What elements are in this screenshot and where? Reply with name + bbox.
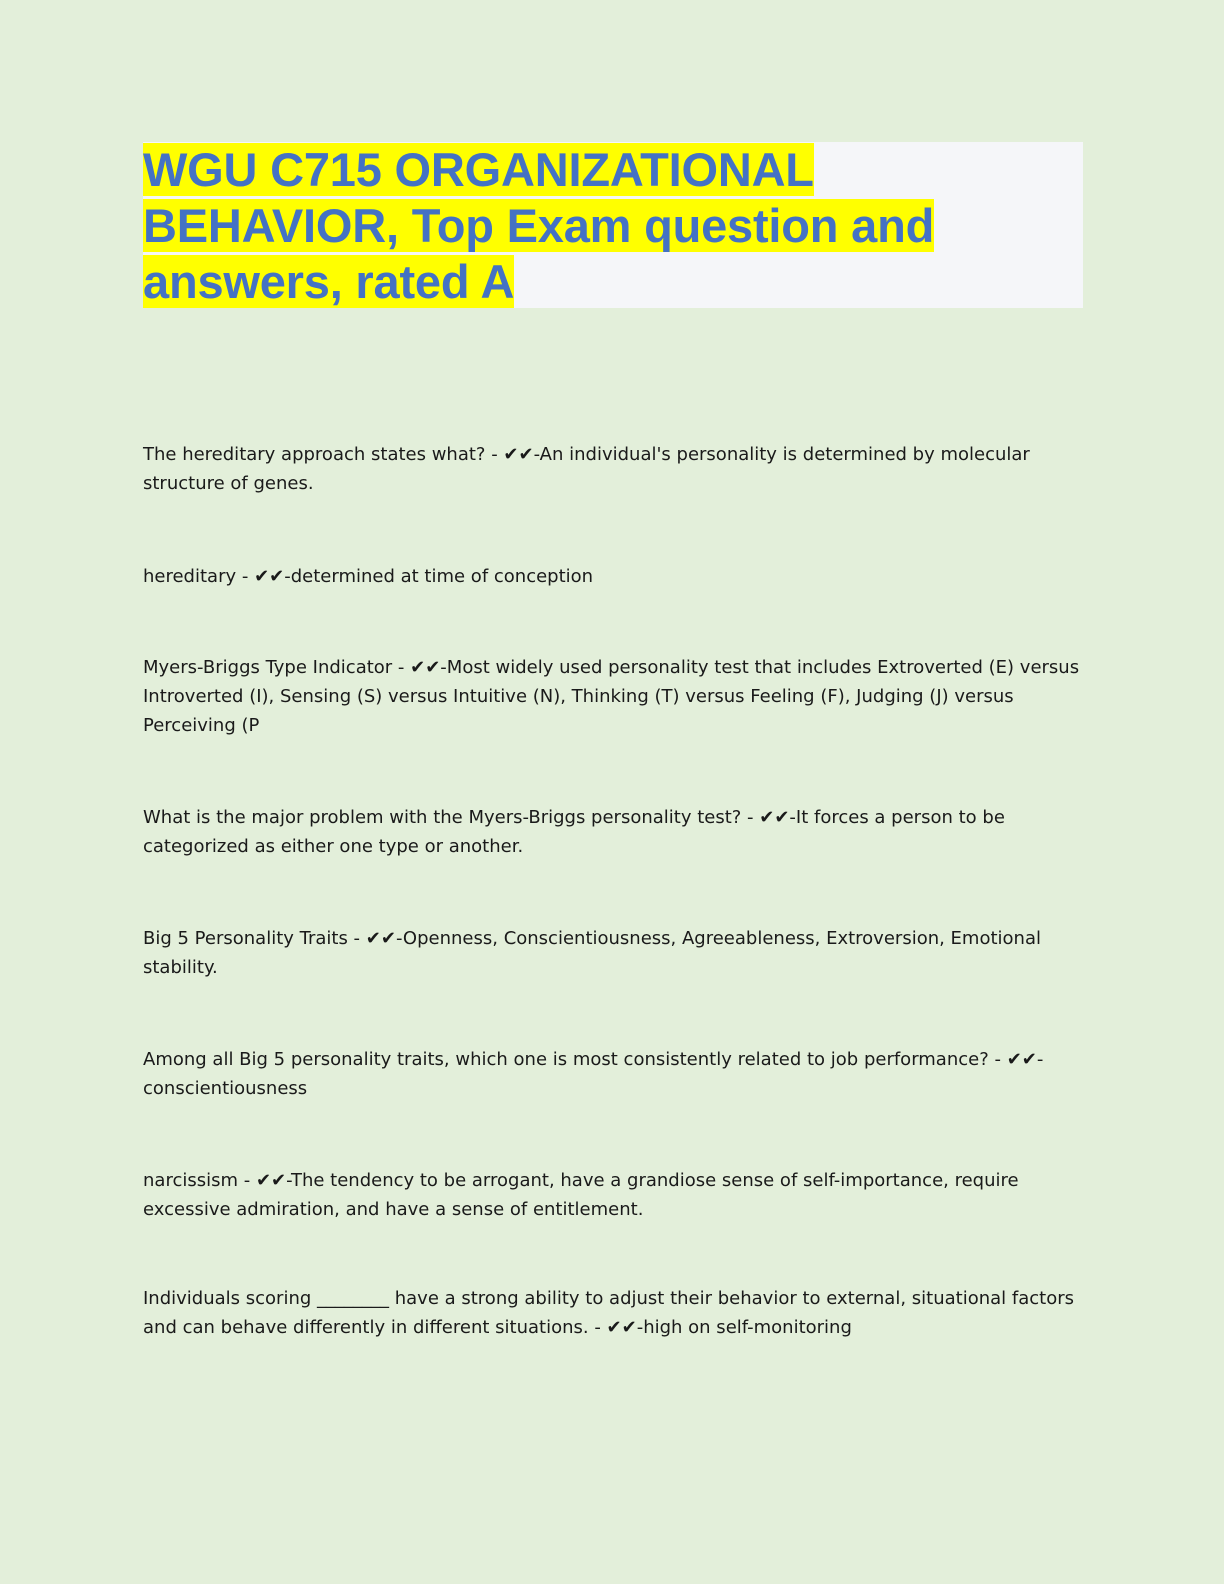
qa-entry-hereditary-approach: The hereditary approach states what? - ✔✔-An individual's personality is determined by molecular structure of genes. — [143, 444, 1030, 494]
title-line-3: answers, rated A — [143, 255, 515, 308]
qa-entry-self-monitoring: Individuals scoring ________ have a strong ability to adjust their behavior to external, situational factors and can behave differently in different situations. - ✔✔-high on self-monitoring — [143, 1288, 1074, 1338]
title-line-2: BEHAVIOR, Top Exam question and — [143, 199, 935, 252]
title-line-1: WGU C715 ORGANIZATIONAL — [143, 143, 814, 196]
qa-entry-narcissism: narcissism - ✔✔-The tendency to be arrogant, have a grandiose sense of self-importance, require excessive admiration, and have a sense of entitlement. — [143, 1170, 1019, 1220]
qa-entry-myers-briggs: Myers-Briggs Type Indicator - ✔✔-Most widely used personality test that includes Extroverted (E) versus Introverted (I), Sensing (S) versus Intuitive (N), Thinking (T) versus Feeling (F), Judging (J) versus Perceiving (P — [143, 657, 1080, 736]
qa-entry-big-5-job-performance: Among all Big 5 personality traits, which one is most consistently related to job performance? - ✔✔-conscientiousness — [143, 1049, 1044, 1099]
qa-entry-myers-briggs-problem: What is the major problem with the Myers-Briggs personality test? - ✔✔-It forces a person to be categorized as either one type or another. — [143, 807, 1005, 857]
qa-entry-hereditary: hereditary - ✔✔-determined at time of conception — [143, 566, 594, 587]
document-title — [143, 142, 1083, 310]
qa-entry-big-5: Big 5 Personality Traits - ✔✔-Openness, Conscientiousness, Agreeableness, Extroversion, Emotional stability. — [143, 928, 1041, 978]
title-block — [143, 142, 1083, 308]
